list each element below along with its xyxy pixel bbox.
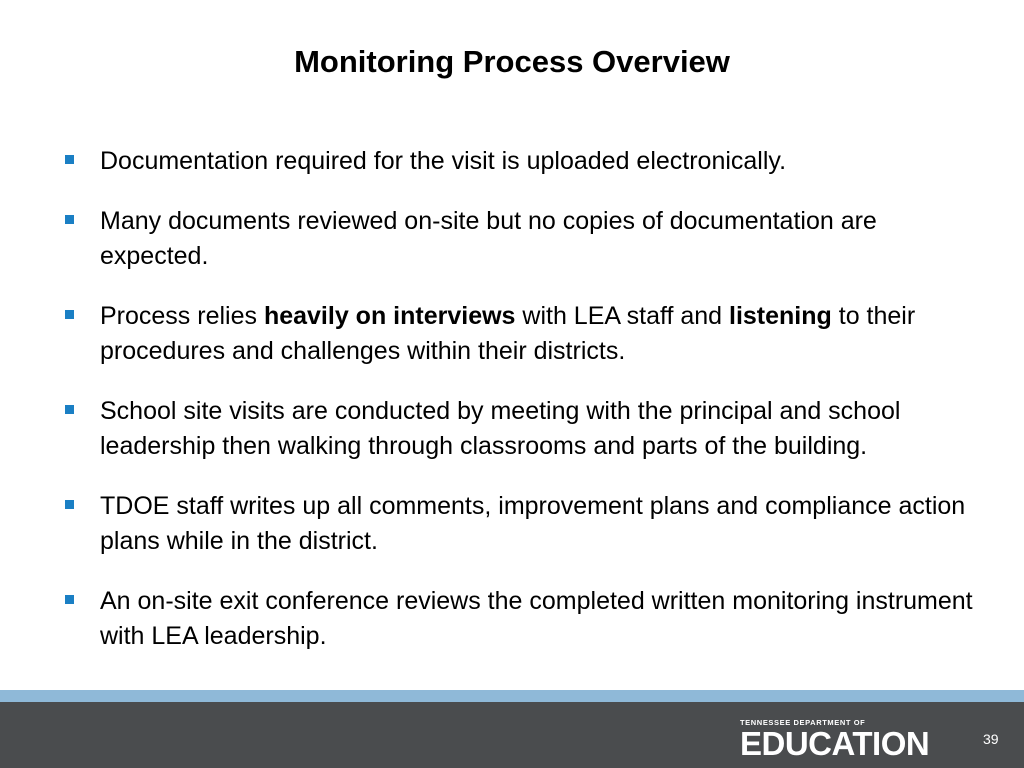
bullet-text: Many documents reviewed on-site but no copies of documentation are expected. — [100, 207, 877, 270]
bullet-item — [62, 204, 982, 274]
square-bullet-icon — [65, 155, 74, 164]
bullet-item — [62, 299, 982, 369]
slide-title: Monitoring Process Overview — [294, 44, 730, 79]
bullet-text: An on-site exit conference reviews the completed written monitoring instrument with LEA leadership. — [100, 587, 973, 650]
bullet-emphasis: heavily on interviews — [263, 302, 516, 330]
bullet-text: School site visits are conducted by meeting with the principal and school leadership then walking through classrooms and parts of the building. — [100, 397, 901, 460]
logo-subtitle: TENNESSEE DEPARTMENT OF — [740, 718, 866, 727]
tn-education-logo — [740, 718, 970, 762]
square-bullet-icon — [65, 310, 74, 319]
bullet-text: Process relies — [100, 302, 264, 330]
square-bullet-icon — [65, 405, 74, 414]
square-bullet-icon — [65, 215, 74, 224]
bullet-item — [62, 144, 982, 179]
bullet-item — [62, 489, 982, 559]
square-bullet-icon — [65, 595, 74, 604]
page-number: 39 — [983, 731, 999, 747]
bullet-text: Documentation required for the visit is uploaded electronically. — [100, 147, 787, 175]
bullet-list — [62, 144, 982, 679]
bullet-emphasis: listening — [729, 302, 832, 330]
square-bullet-icon — [65, 500, 74, 509]
bullet-text: TDOE staff writes up all comments, improvement plans and compliance action plans while in the district. — [100, 492, 966, 555]
bullet-text: to their procedures and challenges within their districts. — [100, 302, 916, 365]
bullet-item — [62, 394, 982, 464]
bullet-text: with LEA staff and — [515, 302, 730, 330]
logo-wordmark: EDUCATION — [740, 725, 930, 762]
footer-accent-band — [0, 690, 1024, 702]
bullet-item — [62, 584, 982, 654]
